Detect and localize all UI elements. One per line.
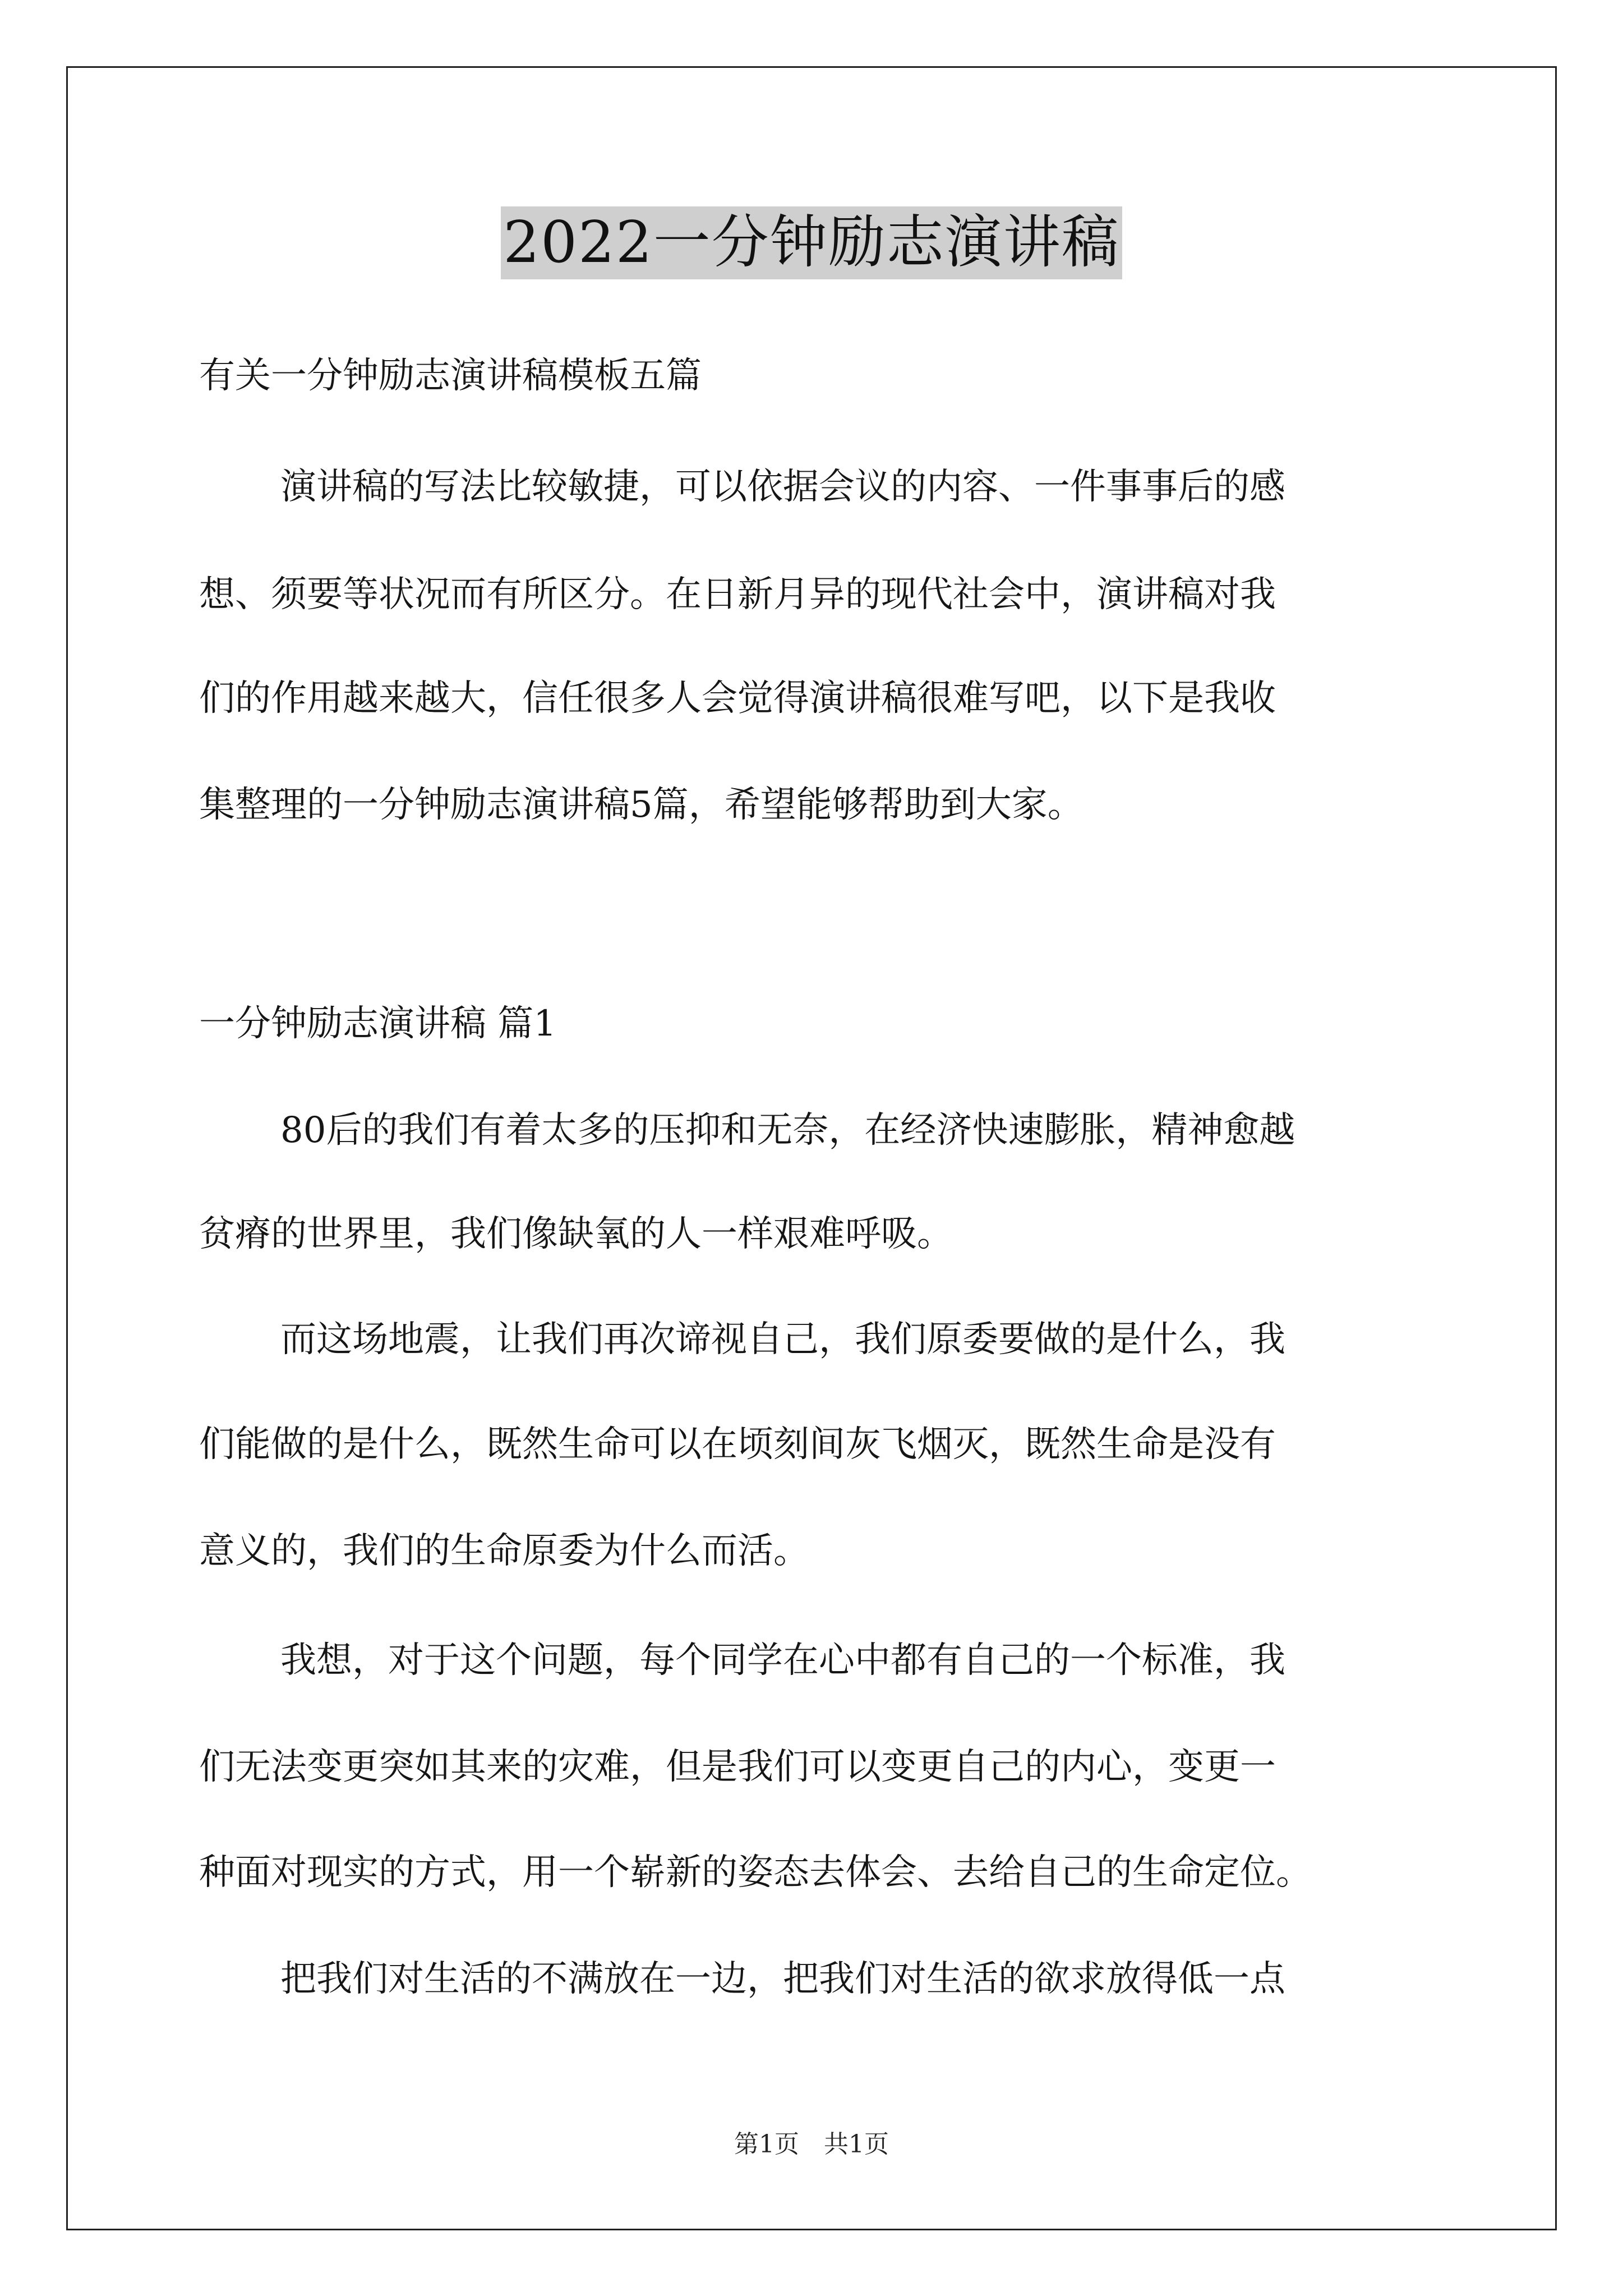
body-line: 80后的我们有着太多的压抑和无奈，在经济快速膨胀，精神愈越 [280,1110,1295,1151]
document-subtitle: 有关一分钟励志演讲稿模板五篇 [199,355,702,397]
page-footer: 第1页 共1页 [734,2130,889,2159]
intro-line: 们的作用越来越大，信任很多人会觉得演讲稿很难写吧，以下是我收 [199,678,1276,719]
body-line: 把我们对生活的不满放在一边，把我们对生活的欲求放得低一点 [280,1958,1285,2000]
body-line: 而这场地震，让我们再次谛视自己，我们原委要做的是什么，我 [280,1319,1285,1360]
body-line: 们无法变更突如其来的灾难，但是我们可以变更自己的内心，变更一 [199,1746,1276,1788]
body-line: 我想，对于这个问题，每个同学在心中都有自己的一个标准，我 [280,1640,1285,1681]
title-container [0,206,1623,279]
body-line: 意义的，我们的生命原委为什么而活。 [199,1530,809,1572]
body-line: 们能做的是什么，既然生命可以在顷刻间灰飞烟灭，既然生命是没有 [199,1424,1276,1465]
body-line: 贫瘠的世界里，我们像缺氧的人一样艰难呼吸。 [199,1213,953,1255]
section-heading: 一分钟励志演讲稿 篇1 [199,1003,557,1045]
intro-line: 集整理的一分钟励志演讲稿5篇，希望能够帮助到大家。 [199,784,1083,826]
intro-line: 想、须要等状况而有所区分。在日新月异的现代社会中，演讲稿对我 [199,574,1276,615]
document-title: 2022一分钟励志演讲稿 [501,206,1122,279]
intro-line: 演讲稿的写法比较敏捷，可以依据会议的内容、一件事事后的感 [280,466,1285,508]
body-line: 种面对现实的方式，用一个崭新的姿态去体会、去给自己的生命定位。 [199,1852,1312,1893]
